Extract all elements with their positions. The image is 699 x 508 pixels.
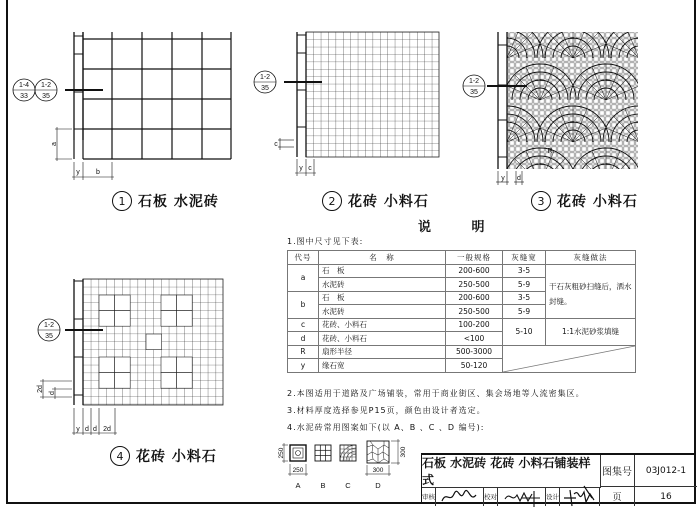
cell-name: 花砖、小料石 bbox=[319, 332, 446, 346]
atlas-number: 03J012-1 bbox=[635, 455, 697, 487]
cell-name: 水泥砖 bbox=[319, 278, 446, 292]
dim-y: y bbox=[299, 165, 303, 172]
dim-d-width: 300 bbox=[372, 467, 384, 474]
dim-d: d bbox=[93, 426, 97, 433]
figure-number: 2 bbox=[322, 191, 342, 211]
cell-spec: 100-200 bbox=[446, 318, 503, 332]
note-2: 2.本图适用于道路及广场铺装，常用于商业街区、集会场地等人流密集区。 bbox=[287, 389, 585, 398]
page-label: 页 bbox=[600, 487, 635, 506]
page-number: 16 bbox=[660, 491, 672, 502]
cell-code: b bbox=[288, 291, 319, 318]
figure-title: 花砖 小料石 bbox=[557, 194, 638, 210]
cell-empty-diagonal bbox=[503, 345, 636, 372]
table-row bbox=[288, 264, 636, 278]
dim-d: d bbox=[85, 426, 89, 433]
pattern-thumbnails bbox=[260, 435, 420, 506]
figure-title: 花砖 小料石 bbox=[136, 449, 217, 465]
dim-d-vertical: d bbox=[49, 391, 56, 395]
dim-d-height: 300 bbox=[400, 446, 407, 458]
table-row bbox=[288, 345, 636, 359]
dim-a-width: 250 bbox=[292, 467, 304, 474]
cell-spec: 50-120 bbox=[446, 359, 503, 373]
dim-c: c bbox=[308, 165, 312, 172]
cell-name: 花砖、小料石 bbox=[319, 318, 446, 332]
figure-number: 3 bbox=[531, 191, 551, 211]
figure-number: 4 bbox=[110, 446, 130, 466]
ref-4-top: 1-2 bbox=[43, 322, 55, 329]
spec-table bbox=[287, 250, 636, 373]
cell-method-mortar: 1:1水泥砂浆填缝 bbox=[546, 318, 636, 345]
cell-name: 缘石宽 bbox=[319, 359, 446, 373]
note-3: 3.材料厚度选择参见P15页，颜色由设计者选定。 bbox=[287, 406, 486, 415]
note-4: 4.水泥砖常用图案如下(以 A、B 、C 、D 编号): bbox=[287, 423, 485, 432]
cell-method-dry: 干石灰粗砂扫缝后，洒水封缝。 bbox=[546, 264, 636, 318]
cell-spec: 200-600 bbox=[446, 291, 503, 305]
dim-y: y bbox=[501, 175, 505, 182]
ref-2-top: 1-2 bbox=[259, 74, 271, 81]
cell-name: 水泥砖 bbox=[319, 305, 446, 319]
cell-joint: 3-5 bbox=[503, 291, 546, 305]
pattern-label-C: C bbox=[345, 481, 351, 490]
header-spec: 一般规格 bbox=[446, 251, 503, 265]
design-signature bbox=[560, 487, 600, 506]
cell-spec: 250-500 bbox=[446, 278, 503, 292]
notes-title: 说 明 bbox=[418, 220, 503, 235]
review-label: 审核 bbox=[422, 487, 436, 506]
ref-2-bottom: 35 bbox=[261, 85, 269, 92]
dim-2d: 2d bbox=[103, 426, 111, 433]
note-1: 1.图中尺寸见下表: bbox=[287, 237, 364, 246]
figure-3-fan-pattern bbox=[455, 20, 699, 220]
dim-b: b bbox=[96, 169, 100, 176]
ref-4-bottom: 35 bbox=[45, 333, 53, 340]
cell-joint: 5-10 bbox=[503, 318, 546, 345]
ref-3-top: 1-2 bbox=[468, 78, 480, 85]
dim-y: y bbox=[76, 169, 80, 176]
figure-4-caption bbox=[110, 446, 217, 466]
figure-number: 1 bbox=[112, 191, 132, 211]
cell-spec: 200-600 bbox=[446, 264, 503, 278]
pattern-label-B: B bbox=[320, 481, 326, 490]
ref-1b-bottom: 35 bbox=[42, 93, 50, 100]
cell-spec: 250-500 bbox=[446, 305, 503, 319]
figure-4-grid bbox=[0, 250, 260, 470]
table-header-row bbox=[288, 251, 636, 265]
design-label: 设计 bbox=[546, 487, 560, 506]
table-row bbox=[288, 318, 636, 332]
cell-joint: 5-9 bbox=[503, 278, 546, 292]
review-signature bbox=[436, 487, 484, 506]
figure-2-grid bbox=[240, 20, 460, 220]
pattern-label-A: A bbox=[295, 481, 301, 490]
dim-y: y bbox=[76, 426, 80, 433]
title-block bbox=[421, 453, 696, 504]
ref-1b-top: 1-2 bbox=[40, 82, 52, 89]
header-name: 名 称 bbox=[319, 251, 446, 265]
dim-d: d bbox=[517, 175, 521, 182]
ref-1a-bottom: 33 bbox=[20, 93, 28, 100]
cell-joint: 3-5 bbox=[503, 264, 546, 278]
check-label: 校对 bbox=[484, 487, 498, 506]
cell-code: R bbox=[288, 345, 319, 359]
cell-name: 石 板 bbox=[319, 291, 446, 305]
header-method: 灰缝做法 bbox=[546, 251, 636, 265]
figure-1-caption bbox=[112, 191, 219, 211]
drawing-title: 石板 水泥砖 花砖 小料石铺装样式 bbox=[422, 455, 601, 488]
cell-name: 石 板 bbox=[319, 264, 446, 278]
ref-1a-top: 1-4 bbox=[18, 82, 30, 89]
cell-code: d bbox=[288, 332, 319, 346]
dim-2d-vertical: 2d bbox=[37, 385, 44, 393]
cell-code: c bbox=[288, 318, 319, 332]
dim-a: a bbox=[51, 142, 58, 146]
figure-2-caption bbox=[322, 191, 429, 211]
cell-spec: <100 bbox=[446, 332, 503, 346]
ref-3-bottom: 35 bbox=[470, 89, 478, 96]
cell-code: y bbox=[288, 359, 319, 373]
check-signature bbox=[498, 487, 546, 506]
atlas-label: 图集号 bbox=[600, 455, 635, 487]
header-joint: 灰缝宽 bbox=[503, 251, 546, 265]
figure-title: 花砖 小料石 bbox=[348, 194, 429, 210]
pattern-label-D: D bbox=[375, 481, 381, 490]
header-code: 代号 bbox=[288, 251, 319, 265]
cell-code: a bbox=[288, 264, 319, 291]
cell-spec: 500-3000 bbox=[446, 345, 503, 359]
cell-name: 扇形半径 bbox=[319, 345, 446, 359]
figure-1-grid bbox=[0, 20, 240, 220]
figure-3-caption bbox=[531, 191, 638, 211]
dim-c-vertical: c bbox=[274, 141, 278, 148]
figure-title: 石板 水泥砖 bbox=[138, 194, 219, 210]
dim-a-height: 250 bbox=[278, 447, 285, 459]
dim-R: R bbox=[547, 148, 553, 155]
cell-joint: 5-9 bbox=[503, 305, 546, 319]
